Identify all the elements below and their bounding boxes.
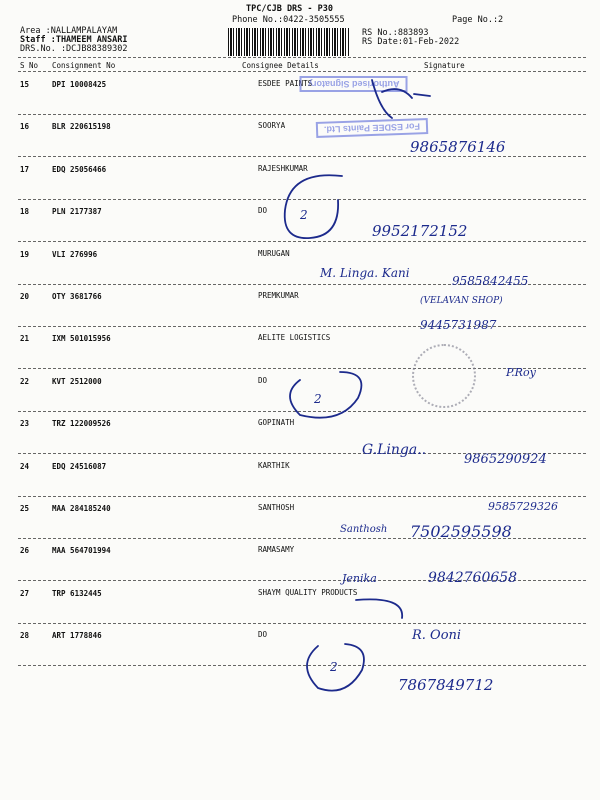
row-sno: 24	[20, 462, 30, 471]
row-consignee: AELITE LOGISTICS	[258, 333, 331, 342]
handwritten-phone-23: 9865290924	[464, 452, 547, 467]
area-label: Area :NALLAMPALAYAM	[20, 26, 118, 36]
arrow-scribble-27	[356, 599, 402, 618]
stamp-company: For ESDEE Paints Ltd.	[316, 118, 429, 138]
row-consignment-number: DPI 10008425	[52, 80, 107, 89]
row-consignment-number: PLN 2177387	[52, 207, 102, 216]
circle-scribble-18	[285, 175, 342, 238]
handwritten-phone-24: 9585729326	[488, 500, 558, 513]
row-consignment-number: KVT 2512000	[52, 377, 102, 386]
row-sno: 18	[20, 207, 30, 216]
rs-number: RS No.:883893	[362, 28, 429, 38]
row-consignee: DO	[258, 206, 268, 215]
row-consignment-number: EDQ 25056466	[52, 165, 107, 174]
row-sno: 28	[20, 631, 30, 640]
row-consignee: KARTHIK	[258, 461, 290, 470]
row-consignment-number: MAA 564701994	[52, 546, 111, 555]
row-consignment-number: TRZ 122009526	[52, 419, 111, 428]
row-sno: 22	[20, 377, 30, 386]
row-consignee: RAMASAMY	[258, 545, 295, 554]
row-consignee: SOORYA	[258, 121, 286, 130]
handwritten-phone-18: 9952172152	[372, 222, 468, 240]
column-header-consignee: Consignee Details	[242, 61, 319, 70]
handwritten-phone-28: 7867849712	[398, 676, 494, 694]
signature-scribble-15	[372, 80, 430, 118]
phone-number: Phone No.:0422-3505555	[232, 15, 345, 25]
row-consignee: GOPINATH	[258, 418, 295, 427]
handwritten-name-23: G.Linga..	[362, 442, 427, 458]
row-sno: 16	[20, 122, 30, 131]
row-consignee: DO	[258, 376, 268, 385]
row-consignment-number: VLI 276996	[52, 250, 98, 259]
handwritten-phone-26: 9842760658	[428, 570, 518, 586]
row-consignee: DO	[258, 630, 268, 639]
handwritten-name-19: M. Linga. Kani	[320, 266, 410, 280]
row-consignment-number: ART 1778846	[52, 631, 102, 640]
row-consignee: SHAYM QUALITY PRODUCTS	[258, 588, 358, 597]
handwritten-circle-22: 2	[314, 392, 322, 406]
document-title: TPC/CJB DRS - P30	[246, 4, 333, 14]
handwritten-phone-16: 9865876146	[410, 138, 506, 156]
row-consignment-number: TRP 6132445	[52, 589, 102, 598]
handwritten-phone-19: 9585842455	[452, 274, 529, 288]
row-consignment-number: OTY 3681766	[52, 292, 102, 301]
row-sno: 15	[20, 80, 30, 89]
row-consignment-number: BLR 220615198	[52, 122, 111, 131]
row-sno: 25	[20, 504, 30, 513]
row-consignment-number: EDQ 24516087	[52, 462, 107, 471]
handwritten-phone-20: 9445731987	[420, 318, 497, 332]
handwritten-name-27: R. Ooni	[412, 628, 462, 643]
row-sno: 23	[20, 419, 30, 428]
handwritten-circle-28: 2	[330, 660, 338, 674]
column-header-consignment: Consignment No	[52, 61, 116, 70]
page-number: Page No.:2	[452, 15, 504, 25]
handwritten-name-26: Jenika	[342, 572, 377, 585]
staff-label: Staff :THAMEEM ANSARI	[20, 35, 128, 45]
row-consignee: SANTHOSH	[258, 503, 295, 512]
stamp-authorised-signatory: Authorised Signatory	[300, 76, 408, 92]
row-sno: 17	[20, 165, 30, 174]
drs-number: DRS.No. :DCJB88389302	[20, 44, 128, 54]
handwritten-phone-25: 7502595598	[410, 522, 512, 541]
row-consignment-number: MAA 284185240	[52, 504, 111, 513]
row-sno: 26	[20, 546, 30, 555]
handwritten-name-25: Santhosh	[340, 524, 388, 535]
column-header-sno: S No	[20, 61, 39, 70]
handwritten-circle-18: 2	[300, 208, 308, 222]
handwritten-name-21: P.Roy	[506, 366, 536, 379]
row-consignee: RAJESHKUMAR	[258, 164, 308, 173]
handwritten-note-20: (VELAVAN SHOP)	[420, 296, 503, 306]
row-sno: 27	[20, 589, 30, 598]
row-consignment-number: IXM 501015956	[52, 334, 111, 343]
row-consignee: PREMKUMAR	[258, 291, 299, 300]
column-header-signature: Signature	[424, 61, 465, 70]
row-consignee: MURUGAN	[258, 249, 290, 258]
row-sno: 19	[20, 250, 30, 259]
row-sno: 20	[20, 292, 30, 301]
row-consignee: ESDEE PAINTS	[258, 79, 313, 88]
circle-scribble-22	[290, 372, 361, 418]
rs-date: RS Date:01-Feb-2022	[362, 37, 460, 47]
row-sno: 21	[20, 334, 30, 343]
